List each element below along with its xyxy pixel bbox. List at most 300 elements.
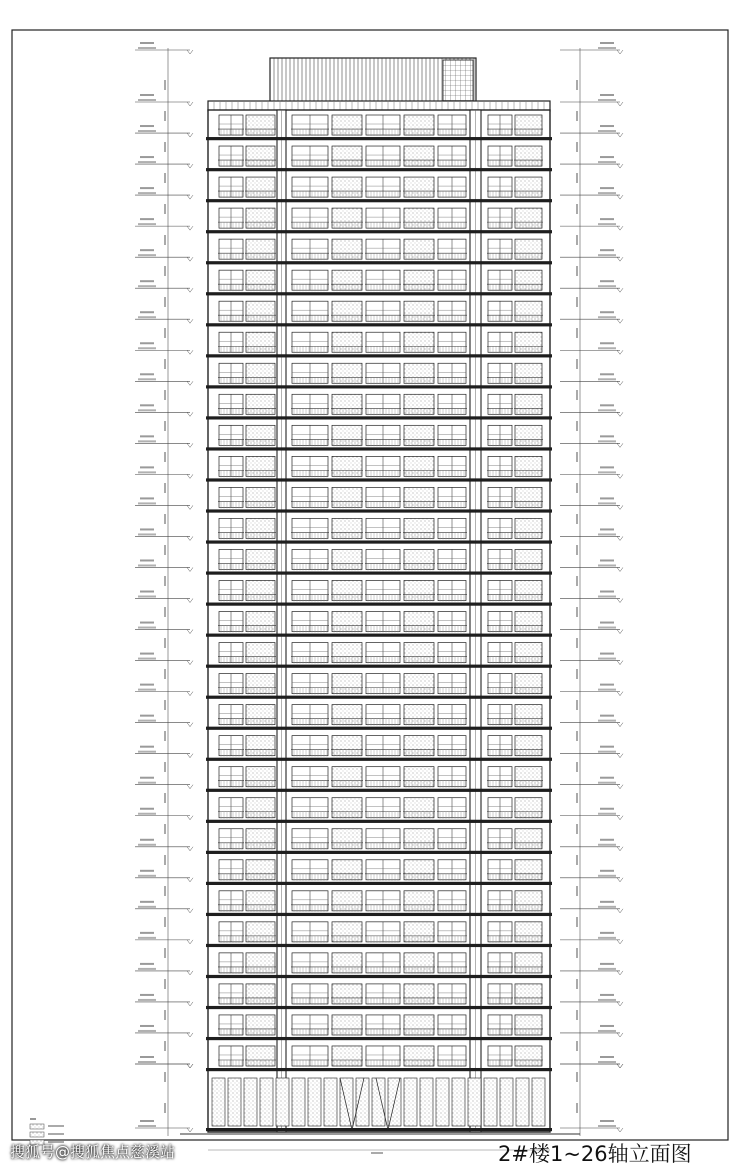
level-value-mark — [138, 99, 156, 101]
window — [332, 829, 362, 849]
level-value-mark — [138, 813, 156, 815]
window — [246, 239, 275, 259]
storefront-panel — [532, 1078, 545, 1126]
dimension-text-mark — [576, 638, 578, 648]
window — [404, 301, 434, 321]
level-value-mark — [598, 720, 616, 722]
level-symbol — [187, 847, 193, 851]
level-value-mark — [598, 223, 616, 225]
watermark-text: 搜狐号@搜狐焦点慈溪站 — [10, 1143, 176, 1161]
level-symbol — [617, 630, 623, 634]
floor-slab — [206, 696, 552, 699]
level-value-mark — [598, 782, 616, 784]
storefront-panel — [516, 1078, 529, 1126]
level-label-mark — [140, 684, 154, 686]
window — [404, 487, 434, 507]
floor-slab — [206, 758, 552, 761]
floor-slab — [206, 882, 552, 885]
level-symbol — [187, 909, 193, 913]
floor-slab — [206, 292, 552, 295]
level-symbol — [187, 971, 193, 975]
level-symbol — [187, 133, 193, 137]
window — [332, 177, 362, 197]
window — [246, 860, 275, 880]
dimension-text-mark — [164, 1072, 166, 1082]
level-symbol — [617, 226, 623, 230]
level-label-mark — [600, 218, 614, 220]
level-label-mark — [600, 187, 614, 189]
floor-slab — [206, 1068, 552, 1071]
level-label-mark — [140, 808, 154, 810]
dimension-text-mark — [164, 514, 166, 524]
level-value-mark — [138, 347, 156, 349]
storefront-panel — [276, 1078, 289, 1126]
level-value-mark — [598, 378, 616, 380]
window — [332, 394, 362, 414]
storefront-panel — [468, 1078, 481, 1126]
level-label-mark — [140, 249, 154, 251]
dimension-text-mark — [576, 266, 578, 276]
window — [246, 829, 275, 849]
level-label-mark — [600, 280, 614, 282]
level-symbol — [617, 195, 623, 199]
dimension-text-mark — [576, 235, 578, 245]
storefront-panel — [308, 1078, 321, 1126]
dimension-text-mark — [576, 948, 578, 958]
level-symbol — [617, 1064, 623, 1068]
level-value-mark — [598, 254, 616, 256]
window — [404, 1015, 434, 1035]
level-label-mark — [600, 497, 614, 499]
level-symbol — [187, 164, 193, 168]
window — [404, 332, 434, 352]
window — [332, 736, 362, 756]
level-value-mark — [138, 782, 156, 784]
legend-swatch — [30, 1132, 44, 1137]
level-symbol — [617, 878, 623, 882]
level-symbol — [617, 661, 623, 665]
window — [246, 363, 275, 383]
level-value-mark — [598, 751, 616, 753]
level-label-mark — [600, 435, 614, 437]
window — [404, 798, 434, 818]
level-symbol — [187, 661, 193, 665]
window — [246, 767, 275, 787]
level-symbol — [617, 412, 623, 416]
dimension-text-mark — [164, 452, 166, 462]
window — [404, 425, 434, 445]
dimension-text-mark — [576, 917, 578, 927]
window — [246, 798, 275, 818]
level-value-mark — [138, 844, 156, 846]
level-symbol — [617, 847, 623, 851]
storefront-panel — [436, 1078, 449, 1126]
floor-slab — [206, 509, 552, 512]
level-value-mark — [138, 378, 156, 380]
window — [332, 953, 362, 973]
window — [246, 984, 275, 1004]
level-symbol — [187, 754, 193, 758]
dimension-text-mark — [576, 855, 578, 865]
level-symbol — [187, 505, 193, 509]
window — [404, 239, 434, 259]
level-value-mark — [138, 720, 156, 722]
level-value-mark — [598, 937, 616, 939]
level-label-mark — [140, 311, 154, 313]
window — [246, 115, 275, 135]
dimension-text-mark — [164, 1103, 166, 1113]
level-symbol — [187, 412, 193, 416]
dimension-text-mark — [164, 824, 166, 834]
dimension-text-mark — [164, 669, 166, 679]
level-value-mark — [138, 254, 156, 256]
level-value-mark — [138, 316, 156, 318]
level-label-mark — [600, 622, 614, 624]
level-label-mark — [600, 808, 614, 810]
storefront-panel — [420, 1078, 433, 1126]
level-value-mark — [138, 751, 156, 753]
level-symbol — [187, 692, 193, 696]
level-value-mark — [598, 968, 616, 970]
window — [404, 829, 434, 849]
level-label-mark — [600, 994, 614, 996]
dimension-text-mark — [164, 1041, 166, 1051]
level-label-mark — [600, 684, 614, 686]
level-symbol — [617, 723, 623, 727]
floor-slab — [206, 571, 552, 574]
window — [404, 736, 434, 756]
window — [332, 363, 362, 383]
dimension-text-mark — [576, 1072, 578, 1082]
level-value-mark — [138, 192, 156, 194]
window — [246, 674, 275, 694]
floor-slab — [206, 1128, 552, 1131]
dimension-text-mark — [164, 886, 166, 896]
level-label-mark — [600, 249, 614, 251]
dimension-text-mark — [576, 173, 578, 183]
dimension-text-mark — [164, 762, 166, 772]
level-label-mark — [140, 1056, 154, 1058]
level-label-mark — [140, 715, 154, 717]
level-value-mark — [598, 596, 616, 598]
level-label-mark — [600, 559, 614, 561]
floor-slab — [206, 354, 552, 357]
level-value-mark — [598, 689, 616, 691]
floor-slab — [206, 416, 552, 419]
level-value-mark — [138, 161, 156, 163]
dimension-text-mark — [164, 173, 166, 183]
level-symbol — [187, 878, 193, 882]
window — [404, 953, 434, 973]
dimension-text-mark — [576, 700, 578, 710]
level-value-mark — [138, 223, 156, 225]
level-symbol — [187, 50, 193, 54]
floor-slab — [206, 447, 552, 450]
level-value-mark — [138, 564, 156, 566]
floor-slab — [206, 323, 552, 326]
window — [246, 549, 275, 569]
level-value-mark — [138, 285, 156, 287]
level-label-mark — [600, 528, 614, 530]
window — [404, 1046, 434, 1066]
dimension-text-mark — [576, 793, 578, 803]
dimension-text-mark — [164, 979, 166, 989]
window — [404, 115, 434, 135]
level-label-mark — [600, 963, 614, 965]
dimension-text-mark — [164, 328, 166, 338]
dimension-text-mark — [576, 297, 578, 307]
window — [246, 1046, 275, 1066]
floor-slab — [206, 199, 552, 202]
level-symbol — [617, 692, 623, 696]
window — [246, 146, 275, 166]
dimension-text-mark — [164, 297, 166, 307]
level-value-mark — [598, 502, 616, 504]
level-label-mark — [600, 839, 614, 841]
floor-slab — [206, 603, 552, 606]
window — [404, 456, 434, 476]
level-marks-right — [560, 42, 623, 1136]
storefront-panel — [260, 1078, 273, 1126]
level-label-mark — [600, 404, 614, 406]
tower-facade — [180, 58, 580, 1154]
window — [332, 1046, 362, 1066]
floor-slab — [206, 913, 552, 916]
level-label-mark — [600, 311, 614, 313]
window — [246, 953, 275, 973]
storefront-panel — [452, 1078, 465, 1126]
level-value-mark — [138, 596, 156, 598]
window — [332, 518, 362, 538]
level-label-mark — [140, 187, 154, 189]
window — [332, 643, 362, 663]
floor-slab — [206, 851, 552, 854]
floor-slab — [206, 665, 552, 668]
dimension-text-mark — [164, 607, 166, 617]
level-value-mark — [598, 161, 616, 163]
window — [332, 705, 362, 725]
window — [404, 767, 434, 787]
level-value-mark — [138, 440, 156, 442]
window — [404, 705, 434, 725]
dimension-text-mark — [576, 204, 578, 214]
level-symbol — [617, 133, 623, 137]
dimension-text-mark — [164, 700, 166, 710]
dimension-text-mark — [576, 421, 578, 431]
level-value-mark — [598, 627, 616, 629]
window — [246, 643, 275, 663]
floor-slab — [206, 230, 552, 233]
level-label-mark — [600, 591, 614, 593]
level-value-mark — [598, 813, 616, 815]
level-label-mark — [600, 342, 614, 344]
window — [332, 425, 362, 445]
window — [246, 612, 275, 632]
level-label-mark — [600, 1120, 614, 1122]
window — [332, 580, 362, 600]
level-label-mark — [600, 125, 614, 127]
level-symbol — [187, 567, 193, 571]
level-value-mark — [598, 47, 616, 49]
level-symbol — [187, 381, 193, 385]
window — [404, 674, 434, 694]
level-symbol — [617, 257, 623, 261]
storefront-panel — [212, 1078, 225, 1126]
floor-slab — [206, 478, 552, 481]
floor-slab — [206, 634, 552, 637]
level-label-mark — [600, 901, 614, 903]
level-label-mark — [140, 466, 154, 468]
level-symbol — [187, 816, 193, 820]
dimension-text-mark — [576, 545, 578, 555]
window — [332, 456, 362, 476]
level-symbol — [187, 1064, 193, 1068]
dimension-text-mark — [576, 328, 578, 338]
window — [246, 580, 275, 600]
floor-slab — [206, 540, 552, 543]
level-label-mark — [140, 404, 154, 406]
window — [332, 798, 362, 818]
window — [332, 270, 362, 290]
window — [404, 580, 434, 600]
dimension-text-mark — [576, 1103, 578, 1113]
dimension-text-mark — [164, 638, 166, 648]
level-symbol — [187, 288, 193, 292]
level-symbol — [617, 350, 623, 354]
window — [404, 146, 434, 166]
storefront-panel — [484, 1078, 497, 1126]
level-label-mark — [140, 125, 154, 127]
level-symbol — [617, 754, 623, 758]
level-value-mark — [598, 1061, 616, 1063]
dimension-text-mark — [576, 111, 578, 121]
level-label-mark — [140, 42, 154, 44]
level-label-mark — [600, 94, 614, 96]
window — [332, 922, 362, 942]
dimension-text-mark — [164, 359, 166, 369]
storefront-panel — [500, 1078, 513, 1126]
level-symbol — [617, 1002, 623, 1006]
level-value-mark — [138, 1125, 156, 1127]
level-value-mark — [138, 47, 156, 49]
dimension-text-mark — [164, 793, 166, 803]
floor-slab — [206, 1037, 552, 1040]
dimension-text-mark — [164, 142, 166, 152]
level-marks-left — [135, 42, 193, 1136]
level-symbol — [617, 1033, 623, 1037]
storefront-panel — [228, 1078, 241, 1126]
window — [332, 239, 362, 259]
level-symbol — [617, 288, 623, 292]
window — [404, 549, 434, 569]
level-value-mark — [138, 968, 156, 970]
level-symbol — [187, 443, 193, 447]
level-value-mark — [138, 689, 156, 691]
window — [404, 363, 434, 383]
dimension-text-mark — [164, 390, 166, 400]
window — [332, 1015, 362, 1035]
dimension-text-mark — [576, 979, 578, 989]
level-value-mark — [598, 440, 616, 442]
level-label-mark — [600, 156, 614, 158]
storefront-panel — [244, 1078, 257, 1126]
level-symbol — [617, 102, 623, 106]
level-symbol — [187, 536, 193, 540]
dimension-text-mark — [164, 545, 166, 555]
window — [332, 115, 362, 135]
dimension-text-mark — [576, 452, 578, 462]
floor-slab — [206, 975, 552, 978]
window — [404, 984, 434, 1004]
window — [332, 301, 362, 321]
window — [246, 394, 275, 414]
level-value-mark — [598, 347, 616, 349]
level-label-mark — [140, 218, 154, 220]
level-symbol — [617, 1064, 623, 1068]
level-value-mark — [598, 409, 616, 411]
window — [332, 984, 362, 1004]
level-value-mark — [598, 130, 616, 132]
level-value-mark — [138, 533, 156, 535]
window — [246, 487, 275, 507]
level-value-mark — [598, 99, 616, 101]
legend-label-mark — [48, 1133, 64, 1135]
level-label-mark — [600, 653, 614, 655]
level-value-mark — [138, 409, 156, 411]
dimension-text-mark — [576, 886, 578, 896]
window — [332, 767, 362, 787]
window — [246, 332, 275, 352]
level-label-mark — [600, 42, 614, 44]
drawing-title: 2#楼1~26轴立面图 — [498, 1142, 692, 1166]
floor-slab — [206, 1006, 552, 1009]
dimension-text-mark — [576, 359, 578, 369]
level-symbol — [187, 195, 193, 199]
dimension-text-mark — [164, 204, 166, 214]
level-symbol — [187, 1064, 193, 1068]
level-value-mark — [138, 1061, 156, 1063]
level-value-mark — [598, 1125, 616, 1127]
window — [246, 705, 275, 725]
dimension-text-mark — [164, 948, 166, 958]
dimension-text-mark — [164, 855, 166, 865]
level-label-mark — [600, 466, 614, 468]
level-symbol — [187, 940, 193, 944]
window — [332, 860, 362, 880]
level-value-mark — [138, 658, 156, 660]
dimension-text-mark — [576, 607, 578, 617]
window — [332, 146, 362, 166]
overall-dimension-mark — [371, 1152, 383, 1154]
level-label-mark — [140, 870, 154, 872]
dimension-text-mark — [576, 1010, 578, 1020]
level-value-mark — [138, 937, 156, 939]
window — [332, 674, 362, 694]
level-label-mark — [140, 932, 154, 934]
level-value-mark — [598, 658, 616, 660]
level-symbol — [617, 505, 623, 509]
level-label-mark — [140, 746, 154, 748]
level-value-mark — [598, 875, 616, 877]
level-label-mark — [140, 901, 154, 903]
level-symbol — [187, 723, 193, 727]
level-value-mark — [138, 999, 156, 1001]
window — [404, 208, 434, 228]
level-label-mark — [600, 1056, 614, 1058]
window — [404, 922, 434, 942]
level-label-mark — [140, 559, 154, 561]
level-symbol — [187, 102, 193, 106]
